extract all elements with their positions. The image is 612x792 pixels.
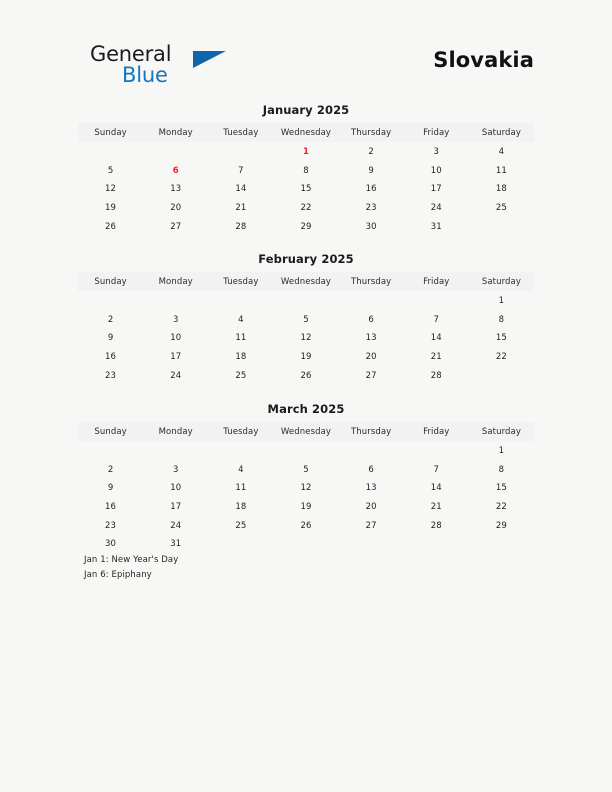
calendar-week-row	[78, 516, 534, 535]
calendar-body	[78, 441, 534, 554]
calendar-day-cell[interactable]: 23	[105, 520, 117, 531]
calendar-cell-empty	[143, 291, 208, 311]
calendar-day-cell[interactable]: 2	[368, 147, 374, 158]
calendar-cell-empty	[273, 291, 338, 311]
weekday-header-thursday: Thursday	[339, 422, 404, 441]
calendar-day-cell[interactable]: 27	[365, 370, 377, 381]
logo-word-general: General	[90, 42, 172, 66]
calendar-day-cell[interactable]: 13	[170, 184, 182, 195]
calendar-week-row	[78, 479, 534, 498]
calendar-cell-empty	[404, 535, 469, 554]
calendar-day-cell[interactable]: 19	[105, 203, 117, 214]
calendar-day-cell[interactable]: 15	[300, 184, 312, 195]
calendar-day-cell[interactable]: 24	[430, 203, 442, 214]
calendar-day-cell[interactable]: 6	[368, 464, 374, 475]
calendar-day-cell[interactable]: 17	[170, 352, 182, 363]
weekday-header-saturday: Saturday	[469, 422, 534, 441]
weekday-header-thursday: Thursday	[339, 123, 404, 142]
calendar-day-cell[interactable]: 6	[368, 314, 374, 325]
calendar-day-cell[interactable]: 30	[365, 221, 377, 232]
calendar-week-row	[78, 535, 534, 554]
calendar-day-cell[interactable]: 26	[300, 370, 312, 381]
calendar-day-cell[interactable]: 5	[303, 464, 309, 475]
calendar-week-row	[78, 217, 534, 236]
calendar-day-cell[interactable]: 1	[498, 296, 505, 307]
page-header	[78, 36, 534, 92]
calendar-cell-empty	[273, 535, 338, 554]
calendar-day-cell[interactable]: 28	[235, 221, 247, 232]
calendar-day-cell[interactable]: 4	[238, 314, 244, 325]
calendar-day-cell[interactable]: 14	[430, 333, 442, 344]
weekday-header-tuesday: Tuesday	[208, 272, 273, 291]
calendar-body	[78, 291, 534, 385]
weekday-header-tuesday: Tuesday	[208, 422, 273, 441]
weekday-header-wednesday: Wednesday	[273, 272, 338, 291]
calendar-day-cell[interactable]: 5	[303, 314, 309, 325]
calendar-day-cell[interactable]: 3	[172, 464, 179, 475]
calendar-day-cell[interactable]: 16	[105, 502, 117, 513]
calendar-day-cell[interactable]: 11	[235, 333, 247, 344]
weekday-header-sunday: Sunday	[78, 272, 143, 291]
calendar-day-cell[interactable]: 31	[430, 221, 442, 232]
calendar-day-cell[interactable]: 24	[170, 370, 182, 381]
holiday-notes	[84, 553, 464, 582]
calendar-day-cell[interactable]: 19	[300, 352, 312, 363]
weekday-header-row	[78, 422, 534, 441]
calendar-day-cell[interactable]: 21	[235, 203, 247, 214]
calendar-day-cell[interactable]: 10	[170, 333, 182, 344]
calendar-cell-empty	[208, 535, 273, 554]
calendar-day-cell[interactable]: 1	[302, 147, 309, 158]
calendar-day-cell[interactable]: 3	[433, 147, 440, 158]
calendar-day-cell[interactable]: 4	[238, 464, 244, 475]
calendar-day-cell[interactable]: 10	[430, 165, 442, 176]
calendar-day-cell[interactable]: 6	[172, 165, 179, 176]
calendar-day-cell[interactable]: 17	[430, 184, 442, 195]
calendar-day-cell[interactable]: 24	[170, 520, 182, 531]
weekday-header-monday: Monday	[143, 123, 208, 142]
calendar-cell-empty	[273, 441, 338, 461]
calendar-day-cell[interactable]: 12	[300, 483, 312, 494]
calendar-day-cell[interactable]: 22	[495, 352, 507, 363]
weekday-header-sunday: Sunday	[78, 422, 143, 441]
calendar-day-cell[interactable]: 12	[105, 184, 117, 195]
calendar-body	[78, 142, 534, 236]
calendar-cell-empty	[208, 142, 273, 162]
calendar-day-cell[interactable]: 23	[365, 203, 377, 214]
weekday-header-friday: Friday	[404, 422, 469, 441]
weekday-header-monday: Monday	[143, 422, 208, 441]
calendar-day-cell[interactable]: 22	[495, 502, 507, 513]
calendar-week-row	[78, 441, 534, 461]
calendar-week-row	[78, 199, 534, 218]
weekday-header-monday: Monday	[143, 272, 208, 291]
holiday-note-line: Jan 1: New Year's Day	[84, 555, 179, 565]
calendar-day-cell[interactable]: 20	[365, 502, 377, 513]
calendar-week-row	[78, 348, 534, 367]
calendar-day-cell[interactable]: 3	[172, 314, 179, 325]
calendar-day-cell[interactable]: 7	[433, 314, 440, 325]
calendar-day-cell[interactable]: 8	[303, 165, 309, 176]
calendar-day-cell[interactable]: 27	[170, 221, 182, 232]
general-blue-logo	[90, 42, 290, 90]
weekday-header-row	[78, 272, 534, 291]
calendar-cell-empty	[469, 217, 534, 236]
calendar-day-cell[interactable]: 7	[433, 464, 440, 475]
month-title: February 2025	[258, 252, 354, 266]
weekday-header-thursday: Thursday	[339, 272, 404, 291]
calendar-week-row	[78, 498, 534, 517]
weekday-header-friday: Friday	[404, 123, 469, 142]
calendar-day-cell[interactable]: 20	[365, 352, 377, 363]
calendar-day-cell[interactable]: 2	[107, 464, 114, 475]
weekday-header-wednesday: Wednesday	[273, 422, 338, 441]
calendar-week-row	[78, 329, 534, 348]
calendar-day-cell[interactable]: 11	[495, 165, 507, 176]
calendar-day-cell[interactable]: 14	[235, 184, 247, 195]
calendar-day-cell[interactable]: 18	[235, 502, 247, 513]
calendar-week-row	[78, 461, 534, 480]
weekday-header-tuesday: Tuesday	[208, 123, 273, 142]
calendar-day-cell[interactable]: 28	[430, 370, 442, 381]
calendar-cell-empty	[339, 535, 404, 554]
calendar-day-cell[interactable]: 29	[300, 221, 312, 232]
calendar-cell-empty	[339, 291, 404, 311]
month-block-march	[78, 402, 534, 554]
calendar-day-cell[interactable]: 13	[365, 483, 377, 494]
calendar-day-cell[interactable]: 21	[430, 502, 442, 513]
calendar-week-row	[78, 291, 534, 311]
calendar-day-cell[interactable]: 1	[498, 446, 505, 457]
calendar-day-cell[interactable]: 16	[105, 352, 117, 363]
calendar-day-cell[interactable]: 22	[300, 203, 312, 214]
calendar-day-cell[interactable]: 30	[105, 539, 117, 550]
calendar-day-cell[interactable]: 18	[235, 352, 247, 363]
calendar-day-cell[interactable]: 14	[430, 483, 442, 494]
calendar-day-cell[interactable]: 5	[107, 165, 114, 176]
calendar-day-cell[interactable]: 17	[170, 502, 182, 513]
calendar-day-cell[interactable]: 19	[300, 502, 312, 513]
calendar-cell-empty	[78, 441, 143, 461]
calendar-day-cell[interactable]: 8	[498, 464, 505, 475]
calendar-day-cell[interactable]: 13	[365, 333, 377, 344]
calendar-table-january	[78, 123, 534, 236]
calendar-day-cell[interactable]: 26	[105, 221, 117, 232]
calendar-day-cell[interactable]: 28	[430, 520, 442, 531]
month-block-january	[78, 103, 534, 236]
calendar-day-cell[interactable]: 11	[235, 483, 247, 494]
calendar-day-cell[interactable]: 2	[107, 314, 114, 325]
calendar-day-cell[interactable]: 25	[235, 370, 247, 381]
calendar-day-cell[interactable]: 10	[170, 483, 182, 494]
calendar-day-cell[interactable]: 29	[495, 520, 507, 531]
calendar-week-row	[78, 366, 534, 385]
calendar-cell-empty	[404, 441, 469, 461]
weekday-header-friday: Friday	[404, 272, 469, 291]
calendar-day-cell[interactable]: 25	[235, 520, 247, 531]
calendar-cell-empty	[469, 535, 534, 554]
calendar-day-cell[interactable]: 12	[300, 333, 312, 344]
calendar-cell-empty	[208, 441, 273, 461]
blue-triangle-icon	[193, 51, 226, 68]
calendar-day-cell[interactable]: 15	[495, 333, 507, 344]
calendar-day-cell[interactable]: 25	[495, 203, 507, 214]
calendar-day-cell[interactable]: 31	[170, 539, 182, 550]
calendar-cell-empty	[469, 366, 534, 385]
calendar-table-february	[78, 272, 534, 385]
calendar-week-row	[78, 142, 534, 162]
calendar-table-march	[78, 422, 534, 554]
weekday-header-saturday: Saturday	[469, 123, 534, 142]
weekday-header-wednesday: Wednesday	[273, 123, 338, 142]
calendar-day-cell[interactable]: 7	[238, 165, 244, 176]
calendar-day-cell[interactable]: 26	[300, 520, 312, 531]
calendar-cell-empty	[78, 291, 143, 311]
calendar-day-cell[interactable]: 16	[365, 184, 377, 195]
calendar-day-cell[interactable]: 9	[368, 165, 374, 176]
calendar-day-cell[interactable]: 20	[170, 203, 182, 214]
month-title: March 2025	[267, 402, 345, 416]
calendar-week-row	[78, 311, 534, 330]
calendar-day-cell[interactable]: 9	[107, 333, 114, 344]
month-title: January 2025	[262, 103, 350, 117]
calendar-week-row	[78, 180, 534, 199]
calendar-cell-empty	[143, 441, 208, 461]
calendar-day-cell[interactable]: 21	[430, 352, 442, 363]
calendar-day-cell[interactable]: 15	[495, 483, 507, 494]
weekday-header-row	[78, 123, 534, 142]
calendar-cell-empty	[78, 142, 143, 162]
calendar-day-cell[interactable]: 9	[107, 483, 114, 494]
calendar-week-row	[78, 162, 534, 181]
weekday-header-sunday: Sunday	[78, 123, 143, 142]
calendar-cell-empty	[339, 441, 404, 461]
calendar-cell-empty	[208, 291, 273, 311]
calendar-cell-empty	[404, 291, 469, 311]
weekday-header-saturday: Saturday	[469, 272, 534, 291]
page-title: Slovakia	[433, 48, 534, 72]
logo-word-blue: Blue	[122, 63, 168, 87]
calendar-cell-empty	[143, 142, 208, 162]
calendar-day-cell[interactable]: 23	[105, 370, 117, 381]
calendar-day-cell[interactable]: 8	[498, 314, 505, 325]
holiday-note-line: Jan 6: Epiphany	[84, 569, 152, 580]
calendar-day-cell[interactable]: 18	[495, 184, 507, 195]
month-block-february	[78, 252, 534, 385]
calendar-day-cell[interactable]: 4	[498, 147, 505, 158]
calendar-day-cell[interactable]: 27	[365, 520, 377, 531]
